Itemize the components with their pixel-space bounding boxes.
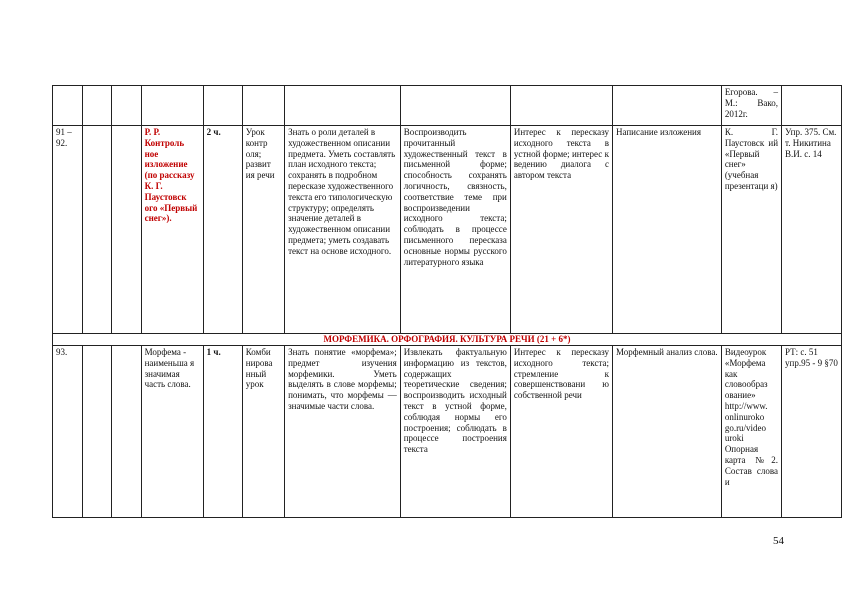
lesson-topic: Морфема - наименьша я значимая часть слова.	[141, 346, 203, 518]
lesson-type: Урок контр оля; развит ия речи	[242, 126, 284, 334]
lesson-number: 91 – 92.	[53, 126, 83, 334]
resources-cell: К. Г. Паустовск ий «Первый снег» (учебная презентаци я)	[721, 126, 781, 334]
section-heading: МОРФЕМИКА. ОРФОГРАФИЯ. КУЛЬТУРА РЕЧИ (21 + 6*)	[53, 334, 842, 346]
subject-results: Знать о роли деталей в художественном описании предмета. Уметь составлять план исходного текста; сохранять в подробном пересказе художественного текста его типологическую структуру; определять значение деталей в художественном описании предмета; уметь создавать текст на основе исходного.	[285, 126, 401, 334]
lesson-hours: 2 ч.	[203, 126, 242, 334]
table-row	[53, 86, 842, 126]
homework-cell: Упр. 375. См. т. Никитина В.И. с. 14	[782, 126, 842, 334]
resources-cell: Егорова. – М.: Вако, 2012г.	[721, 86, 781, 126]
homework-cell: РТ: с. 51 упр.95 - 9 §70	[782, 346, 842, 518]
page-number: 54	[773, 535, 784, 547]
metasubject-results: Воспроизводить прочитанный художественный текст в письменной форме; способность сохранять логичность, связность, соответствие теме при воспроизведении исходного текста; соблюдать в процессе письменного пересказа основные нормы русского литературного языка	[400, 126, 510, 334]
activity: Написание изложения	[612, 126, 721, 334]
metasubject-results: Извлекать фактуальную информацию из текстов, содержащих теоретические сведения; воспроизводить исходный текст в устной форме, соблюдая нормы его построения; соблюдать в процессе построения текста	[400, 346, 510, 518]
lesson-hours: 1 ч.	[203, 346, 242, 518]
personal-results: Интерес к пересказу исходного текста; стремление к совершенствовани ю собственной речи	[510, 346, 612, 518]
table-row	[53, 126, 842, 334]
personal-results: Интерес к пересказу исходного текста в устной форме; интерес к ведению диалога с автором текста	[510, 126, 612, 334]
subject-results: Знать понятие «морфема»; предмет изучения морфемики. Уметь выделять в слове морфемы; понимать, что морфемы — значимые части слова.	[285, 346, 401, 518]
lesson-number: 93.	[53, 346, 83, 518]
lesson-topic: Р. Р. Контроль ное изложение (по рассказу К. Г. Паустовск ого «Первый снег»).	[141, 126, 203, 334]
resources-cell: Видеоурок «Морфема как словообраз ование» http://www. onlinuroko go.ru/video uroki Опорная карта №2. Состав слова и	[721, 346, 781, 518]
table-row	[53, 346, 842, 518]
lesson-plan-table	[52, 85, 842, 518]
section-row	[53, 334, 842, 346]
activity: Морфемный анализ слова.	[612, 346, 721, 518]
lesson-type: Комби нирова нный урок	[242, 346, 284, 518]
